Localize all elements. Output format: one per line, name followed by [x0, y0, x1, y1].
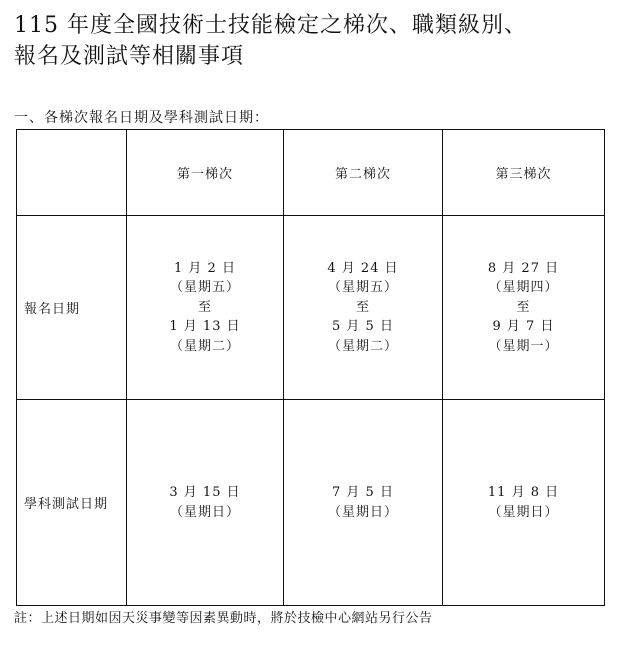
exam-date: 7 月 5 日	[332, 485, 394, 500]
exam-date: 3 月 15 日	[169, 485, 241, 500]
table-row-registration	[17, 216, 605, 400]
column-header-batch-1: 第一梯次	[127, 130, 284, 216]
table-row-written-exam	[17, 400, 605, 606]
registration-end-date: 5 月 5 日	[332, 319, 394, 335]
registration-cell-batch-2	[284, 216, 443, 400]
exam-cell-batch-3	[443, 400, 605, 606]
exam-cell-batch-2	[284, 400, 443, 606]
registration-to: 至	[197, 299, 212, 315]
registration-start-weekday: （星期四）	[488, 280, 559, 296]
row-label-written-exam: 學科測試日期	[17, 400, 127, 606]
section-heading: 一、各梯次報名日期及學科測試日期：	[14, 110, 269, 126]
exam-weekday: （星期日）	[488, 504, 559, 520]
document-title	[14, 10, 629, 72]
registration-start-date: 1 月 2 日	[174, 260, 236, 276]
column-header-batch-2: 第二梯次	[284, 130, 443, 216]
exam-weekday: （星期日）	[169, 504, 240, 520]
document-title-line-2: 報名及測試等相關事項	[14, 44, 245, 69]
exam-weekday: （星期日）	[327, 504, 398, 520]
registration-to: 至	[516, 299, 531, 315]
column-header-batch-3: 第三梯次	[443, 130, 605, 216]
footnote: 註：上述日期如因天災事變等因素異動時，將於技檢中心網站另行公告	[14, 611, 433, 626]
registration-start-date: 4 月 24 日	[327, 260, 399, 276]
registration-end-date: 1 月 13 日	[169, 319, 241, 335]
table-corner-cell	[17, 130, 127, 216]
registration-end-weekday: （星期一）	[488, 338, 559, 354]
registration-end-weekday: （星期二）	[327, 338, 398, 354]
exam-date: 11 月 8 日	[487, 485, 560, 500]
registration-start-weekday: （星期五）	[327, 280, 398, 296]
row-label-registration: 報名日期	[17, 216, 127, 400]
registration-cell-batch-1	[127, 216, 284, 400]
registration-end-weekday: （星期二）	[169, 338, 240, 354]
table-header-row	[17, 130, 605, 216]
registration-to: 至	[355, 299, 370, 315]
registration-cell-batch-3	[443, 216, 605, 400]
document-title-line-1: 115 年度全國技術士技能檢定之梯次、職類級別、	[14, 13, 527, 38]
schedule-table	[16, 129, 605, 606]
registration-end-date: 9 月 7 日	[492, 319, 555, 335]
registration-start-date: 8 月 27 日	[487, 260, 560, 276]
exam-cell-batch-1	[127, 400, 284, 606]
registration-start-weekday: （星期五）	[169, 280, 240, 296]
